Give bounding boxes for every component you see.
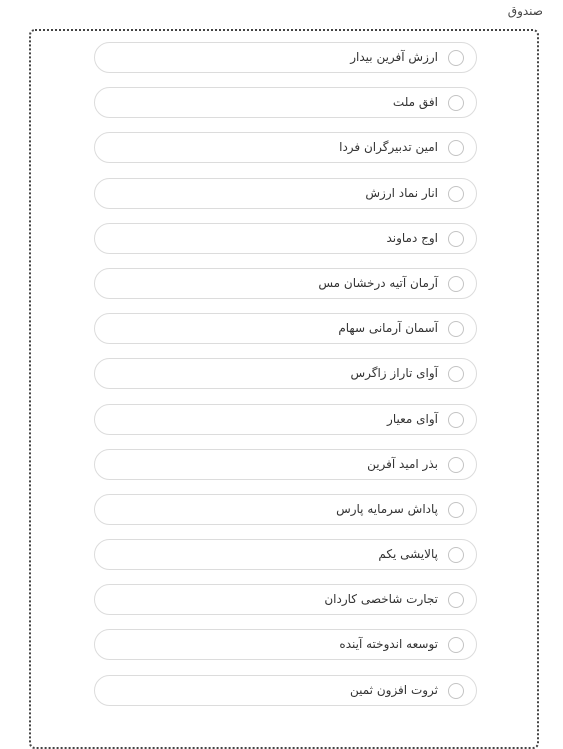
radio-button-icon[interactable] xyxy=(448,140,464,156)
radio-option[interactable] xyxy=(94,404,477,435)
radio-option[interactable] xyxy=(94,313,477,344)
radio-option[interactable] xyxy=(94,584,477,615)
radio-button-icon[interactable] xyxy=(448,95,464,111)
radio-option[interactable] xyxy=(94,675,477,706)
radio-option[interactable] xyxy=(94,268,477,299)
radio-button-icon[interactable] xyxy=(448,457,464,473)
radio-button-icon[interactable] xyxy=(448,321,464,337)
radio-option-label: پاداش سرمایه پارس xyxy=(336,501,438,516)
radio-option-label: اوج دماوند xyxy=(386,230,438,245)
radio-option[interactable] xyxy=(94,449,477,480)
radio-button-icon[interactable] xyxy=(448,683,464,699)
radio-option-label: تجارت شاخصی کاردان xyxy=(324,592,438,607)
radio-button-icon[interactable] xyxy=(448,592,464,608)
radio-option-label: ثروت افزون ثمین xyxy=(349,682,438,697)
radio-button-icon[interactable] xyxy=(448,231,464,247)
radio-option[interactable] xyxy=(94,132,477,163)
radio-option[interactable] xyxy=(94,358,477,389)
radio-option[interactable] xyxy=(94,539,477,570)
radio-option[interactable] xyxy=(94,223,477,254)
radio-option[interactable] xyxy=(94,629,477,660)
radio-option-label: آوای معیار xyxy=(387,411,438,426)
radio-option-label: توسعه اندوخته آینده xyxy=(339,637,438,652)
radio-option-label: افق ملت xyxy=(392,95,438,110)
radio-option-label: آوای تاراز زاگرس xyxy=(350,366,438,381)
radio-button-icon[interactable] xyxy=(448,637,464,653)
radio-button-icon[interactable] xyxy=(448,502,464,518)
radio-options-list xyxy=(94,42,477,720)
field-label: صندوق xyxy=(507,4,543,18)
radio-option-label: بذر امید آفرین xyxy=(367,456,438,471)
radio-button-icon[interactable] xyxy=(448,547,464,563)
radio-option[interactable] xyxy=(94,178,477,209)
radio-option-label: ارزش آفرین بیدار xyxy=(350,50,438,64)
radio-button-icon[interactable] xyxy=(448,412,464,428)
radio-option-label: امین تدبیرگران فردا xyxy=(339,140,438,155)
radio-option[interactable] xyxy=(94,87,477,118)
radio-option-label: آرمان آتیه درخشان مس xyxy=(318,275,438,290)
radio-button-icon[interactable] xyxy=(448,186,464,202)
radio-option-label: پالایشی یکم xyxy=(378,547,438,562)
radio-option[interactable] xyxy=(94,494,477,525)
radio-button-icon[interactable] xyxy=(448,50,464,66)
radio-button-icon[interactable] xyxy=(448,276,464,292)
radio-option[interactable] xyxy=(94,42,477,73)
radio-option-label: انار نماد ارزش xyxy=(365,185,438,200)
radio-button-icon[interactable] xyxy=(448,366,464,382)
radio-option-label: آسمان آرمانی سهام xyxy=(338,321,438,336)
